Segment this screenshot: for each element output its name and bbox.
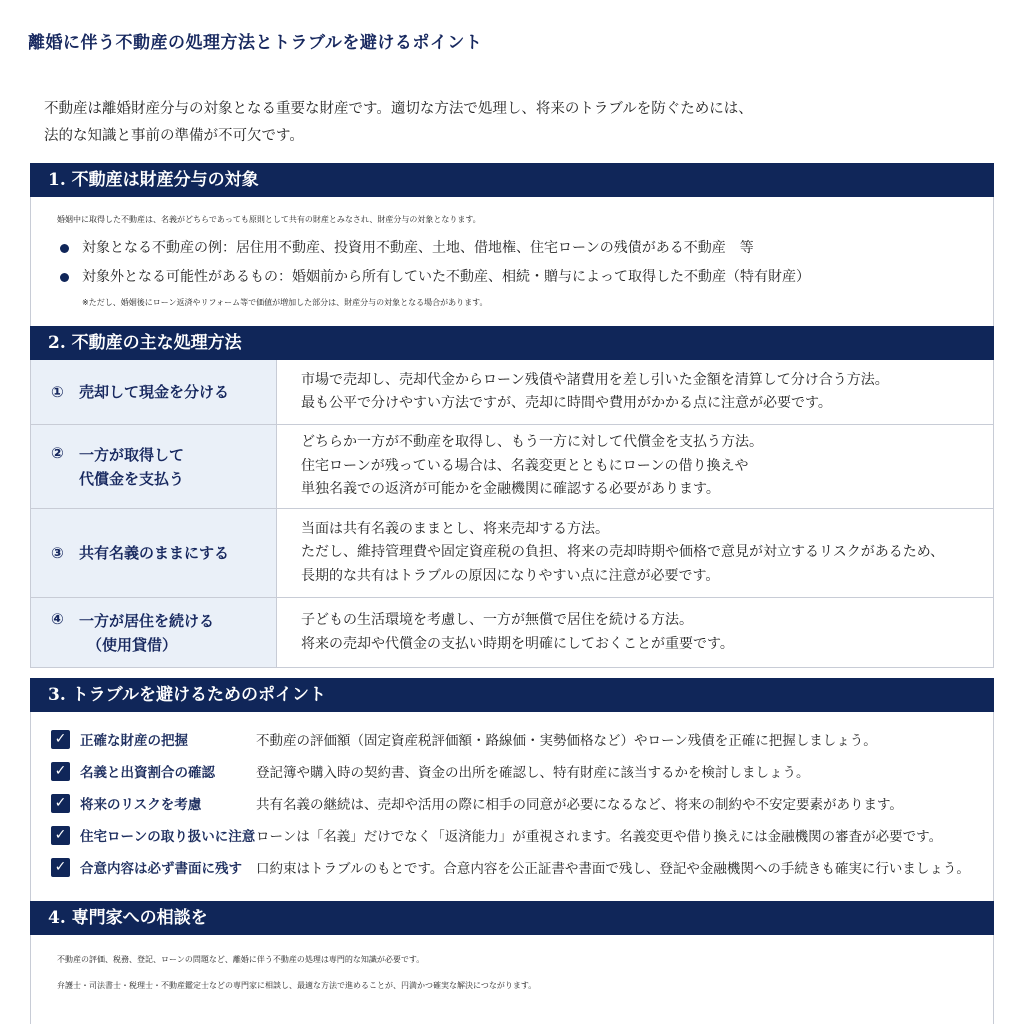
section-body [30, 197, 994, 327]
point-label: 合意内容は必ず書面に残す [80, 861, 242, 877]
method-desc-line: 将来の売却や代償金の支払い時期を明確にしておくことが重要です。 [301, 635, 734, 652]
section-heading: 3. トラブルを避けるためのポイント [30, 678, 994, 712]
bullet-dot-icon [60, 273, 69, 282]
method-label-line: （使用貸借） [87, 635, 178, 654]
section-consult-experts [30, 901, 994, 1024]
method-desc-line: ただし、維持管理費や固定資産税の負担、将来の売却時期や価格で意見が対立するリスクがあるため、 [301, 544, 945, 561]
method-label [31, 425, 277, 508]
checkbox-checked-icon: ✓ [51, 730, 70, 749]
method-label-line: 売却して現金を分ける [79, 383, 230, 401]
point-item [31, 787, 993, 819]
method-number: ④ [51, 610, 64, 628]
point-label: 住宅ローンの取り扱いに注意 [80, 829, 256, 845]
point-description: 不動産の評価額（固定資産税評価額・路線価・実勢価格など）やローン残債を正確に把握しましょう。 [256, 733, 877, 749]
method-description [277, 598, 734, 667]
method-number: ① [51, 383, 64, 401]
point-description: 口約束はトラブルのもとです。合意内容を公正証書や書面で残し、登記や金融機関への手続きも確実に行いましょう。 [256, 861, 970, 877]
bullet-item [57, 234, 993, 263]
method-number: ② [51, 444, 64, 462]
point-item [31, 755, 993, 787]
point-label: 正確な財産の把握 [80, 733, 188, 749]
method-description [277, 360, 889, 424]
section-trouble-points [30, 678, 994, 924]
method-row [31, 425, 993, 509]
method-desc-line: 子どもの生活環境を考慮し、一方が無償で居住を続ける方法。 [301, 612, 693, 628]
checkbox-checked-icon: ✓ [51, 762, 70, 781]
point-description: 共有名義の継続は、売却や活用の際に相手の同意が必要になるなど、将来の制約や不安定要素があります。 [256, 797, 903, 813]
method-row [31, 360, 993, 425]
method-desc-line: 最も公平で分けやすい方法ですが、売却に時間や費用がかかる点に注意が必要です。 [301, 395, 832, 411]
section-lead: 婚姻中に取得した不動産は、名義がどちらであっても原則として共有の財産とみなされ、財産分与の対象となります。 [57, 215, 481, 224]
method-description [277, 425, 763, 508]
method-row [31, 598, 993, 667]
method-row [31, 509, 993, 598]
method-label-line: 共有名義のままにする [79, 544, 230, 562]
section-processing-methods [30, 326, 994, 668]
section-text-line: 弁護士・司法書士・税理士・不動産鑑定士などの専門家に相談し、最適な方法で進めることが、円満かつ確実な解決につながります。 [57, 981, 537, 990]
bullet-text: 対象外となる可能性があるもの：婚姻前から所有していた不動産、相続・贈与によって取得した不動産（特有財産） [82, 269, 810, 285]
checkbox-checked-icon: ✓ [51, 826, 70, 845]
section-heading: 1. 不動産は財産分与の対象 [30, 163, 994, 197]
page-title: 離婚に伴う不動産の処理方法とトラブルを避けるポイント [28, 33, 483, 53]
section-body [30, 935, 994, 1024]
bullet-dot-icon [60, 244, 69, 253]
method-label-line: 一方が取得して [79, 445, 185, 464]
method-desc-line: 当面は共有名義のままとし、将来売却する方法。 [301, 520, 609, 537]
section-heading: 2. 不動産の主な処理方法 [30, 326, 994, 360]
section-heading: 4. 専門家への相談を [30, 901, 994, 935]
method-label [31, 509, 277, 597]
point-label: 名義と出資割合の確認 [80, 765, 215, 781]
method-label [31, 598, 277, 667]
method-label-line: 代償金を支払う [79, 469, 185, 488]
method-desc-line: 市場で売却し、売却代金からローン残債や諸費用を差し引いた金額を清算して分け合う方法。 [301, 371, 889, 388]
method-description [277, 509, 944, 597]
method-desc-line: 長期的な共有はトラブルの原因になりやすい点に注意が必要です。 [301, 567, 720, 584]
point-item [31, 851, 993, 883]
bullet-text: 対象となる不動産の例：居住用不動産、投資用不動産、土地、借地権、住宅ローンの残債がある不動産 等 [82, 240, 754, 256]
point-description: 登記簿や購入時の契約書、資金の出所を確認し、特有財産に該当するかを検討しましょう。 [256, 765, 810, 781]
intro-line: 不動産は離婚財産分与の対象となる重要な財産です。適切な方法で処理し、将来のトラブルを防ぐためには、 [44, 101, 753, 117]
method-desc-line: 住宅ローンが残っている場合は、名義変更とともにローンの借り換えや [301, 457, 749, 474]
method-label-line: 一方が居住を続ける [79, 611, 215, 630]
point-description: ローンは「名義」だけでなく「返済能力」が重視されます。名義変更や借り換えには金融機関の審査が必要です。 [256, 829, 943, 845]
intro-line: 法的な知識と事前の準備が不可欠です。 [44, 128, 304, 144]
points-list [30, 712, 994, 924]
point-item [31, 819, 993, 851]
section-property-division [30, 163, 994, 327]
method-desc-line: どちらか一方が不動産を取得し、もう一方に対して代償金を支払う方法。 [301, 434, 763, 451]
section-note: ※ただし、婚姻後にローン返済やリフォーム等で価値が増加した部分は、財産分与の対象となる場合があります。 [82, 298, 488, 307]
point-item [31, 723, 993, 755]
method-number: ③ [51, 544, 64, 562]
method-label [31, 360, 277, 424]
intro-text [44, 96, 984, 150]
checkbox-checked-icon: ✓ [51, 858, 70, 877]
method-desc-line: 単独名義での返済が可能かを金融機関に確認する必要があります。 [301, 481, 720, 498]
point-label: 将来のリスクを考慮 [80, 797, 202, 813]
checkbox-checked-icon: ✓ [51, 794, 70, 813]
section-text-line: 不動産の評価、税務、登記、ローンの問題など、離婚に伴う不動産の処理は専門的な知識が必要です。 [57, 955, 425, 964]
methods-table [30, 360, 994, 668]
